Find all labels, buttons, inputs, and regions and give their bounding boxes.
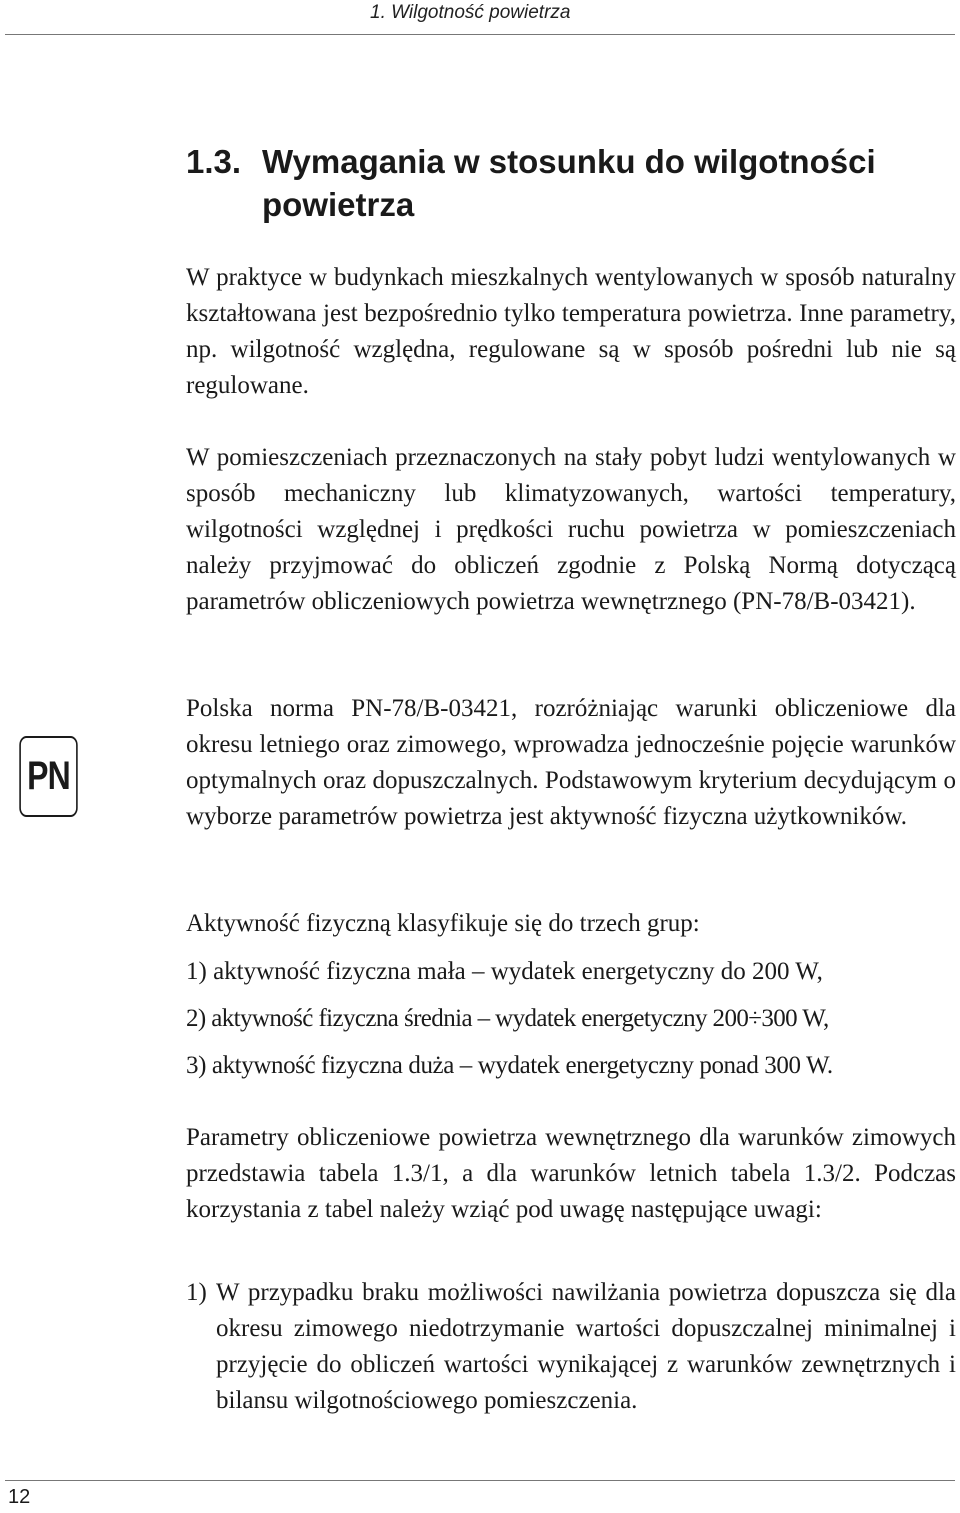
activity-group-item: 1) aktywność fizyczna mała – wydatek energetyczny do 200 W,	[186, 958, 823, 985]
section-title: Wymagania w stosunku do wilgotności powietrza	[262, 143, 876, 223]
section-heading	[186, 140, 926, 226]
paragraph-polish-norm: Polska norma PN-78/B-03421, rozróżniając warunki obliczeniowe dla okresu letniego oraz zimowego, wprowadza jednocześnie pojęcie warunków optymalnych oraz dopuszczalnych. Podstawowym kryterium decydującym o wyborze parametrów powietrza jest aktywność fizyczna użytkowników.	[186, 695, 956, 830]
section-number: 1.3.	[186, 143, 242, 180]
header-rule	[5, 34, 955, 35]
paragraph-mechanical-ventilation: W pomieszczeniach przeznaczonych na stały pobyt ludzi wentylowanych w sposób mechaniczny lub klimatyzowanych, wartości temperatury, wilgotności względnej i prędkości ruchu powietrza w pomieszczeniach należy przyjmować do obliczeń zgodnie z Polską Normą dotyczącą parametrów obliczeniowych powietrza wewnętrznego (PN-78/B-03421).	[186, 444, 956, 615]
paragraph-intro: W praktyce w budynkach mieszkalnych wentylowanych w sposób naturalny kształtowana jest bezpośrednio tylko temperatura powietrza. Inne parametry, np. wilgotność względna, regulowane są w sposób pośredni lub nie są regulowane.	[186, 264, 956, 399]
pn-standard-badge: PN	[19, 736, 77, 817]
footer-rule	[5, 1480, 955, 1481]
activity-group-item: 3) aktywność fizyczna duża – wydatek energetyczny ponad 300 W.	[186, 1052, 833, 1079]
note-item	[186, 1275, 956, 1419]
note-text: W przypadku braku możliwości nawilżania powietrza dopuszcza się dla okresu zimowego niedotrzymanie wartości dopuszczalnej minimalnej i przyjęcie do obliczeń wartości wynikającej z warunków zewnętrznych i bilansu wilgotnościowego pomieszczenia.	[216, 1279, 956, 1414]
note-marker: 1)	[186, 1279, 207, 1306]
paragraph-activity-intro: Aktywność fizyczną klasyfikuje się do trzech grup:	[186, 910, 700, 937]
paragraph-design-parameters: Parametry obliczeniowe powietrza wewnętrznego dla warunków zimowych przedstawia tabela 1.3/1, a dla warunków letnich tabela 1.3/2. Podczas korzystania z tabel należy wziąć pod uwagę następujące uwagi:	[186, 1124, 956, 1223]
running-head-title: 1. Wilgotność powietrza	[370, 2, 571, 23]
page-number: 12	[8, 1486, 31, 1508]
activity-group-item: 2) aktywność fizyczna średnia – wydatek energetyczny 200÷300 W,	[186, 1005, 829, 1032]
